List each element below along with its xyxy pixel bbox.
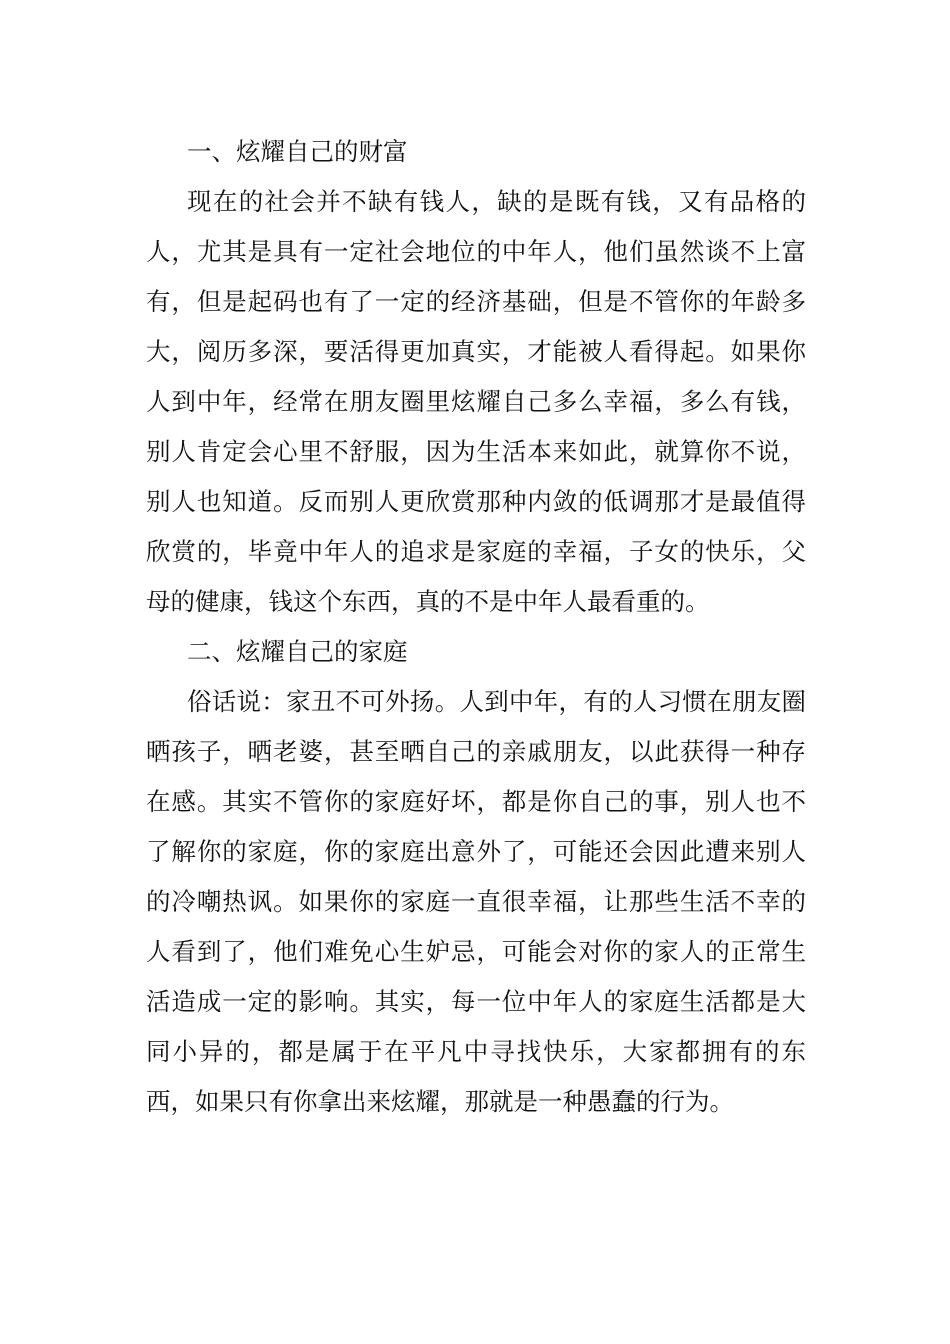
section-paragraph-family: 俗话说：家丑不可外扬。人到中年，有的人习惯在朋友圈晒孩子，晒老婆，甚至晒自己的亲戚朋友，以此获得一种存在感。其实不管你的家庭好坏，都是你自己的事，别人也不了解你的家庭，你的家庭出意外了，可能还会因此遭来别人的冷嘲热讽。如果你的家庭一直很幸福，让那些生活不幸的人看到了，他们难免心生妒忌，可能会对你的家人的正常生活造成一定的影响。其实，每一位中年人的家庭生活都是大同小异的，都是属于在平凡中寻找快乐，大家都拥有的东西，如果只有你拿出来炫耀，那就是一种愚蠢的行为。 — [146, 687, 806, 1116]
document-body — [146, 127, 806, 1127]
section-heading-family: 二、炫耀自己的家庭 — [187, 637, 408, 666]
section-paragraph-wealth: 现在的社会并不缺有钱人，缺的是既有钱，又有品格的人，尤其是具有一定社会地位的中年人，他们虽然谈不上富有，但是起码也有了一定的经济基础，但是不管你的年龄多大，阅历多深，要活得更加真实，才能被人看得起。如果你人到中年，经常在朋友圈里炫耀自己多么幸福，多么有钱，别人肯定会心里不舒服，因为生活本来如此，就算你不说，别人也知道。反而别人更欣赏那种内敛的低调那才是最值得欣赏的，毕竟中年人的追求是家庭的幸福，子女的快乐，父母的健康，钱这个东西，真的不是中年人最看重的。 — [146, 187, 806, 616]
section-heading-wealth: 一、炫耀自己的财富 — [187, 137, 408, 166]
